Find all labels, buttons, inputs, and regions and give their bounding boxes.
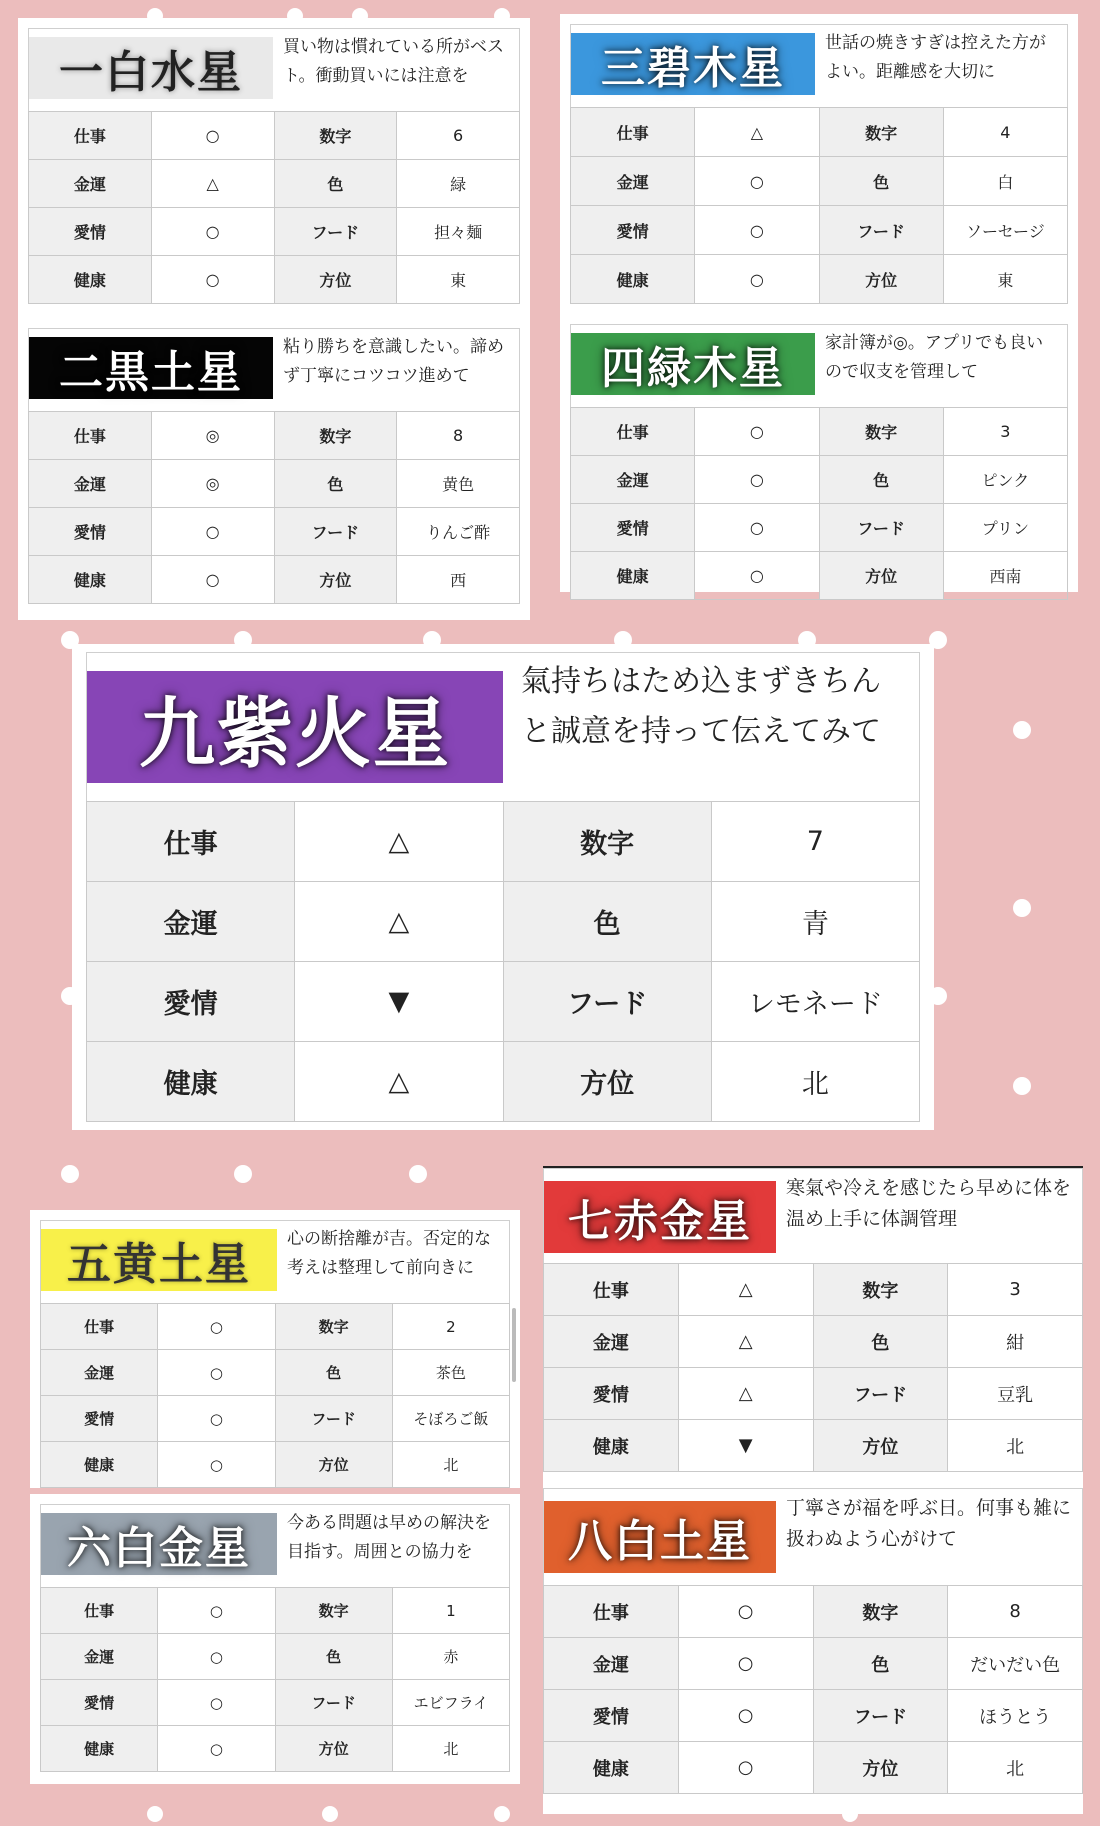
row-value: ピンク	[943, 456, 1067, 504]
row-value: ○	[695, 552, 819, 600]
card-header	[543, 1168, 1083, 1263]
row-label: 金運	[41, 1350, 158, 1396]
table-row	[544, 1420, 1083, 1472]
table-row	[41, 1350, 510, 1396]
table-row	[29, 208, 520, 256]
row-value: りんご酢	[397, 508, 520, 556]
row-value: 豆乳	[948, 1368, 1083, 1420]
row-label: 方位	[274, 556, 397, 604]
row-label: 健康	[87, 1042, 295, 1122]
row-value: 茶色	[392, 1350, 509, 1396]
row-value: ○	[695, 456, 819, 504]
row-label: 色	[503, 882, 711, 962]
table-row	[544, 1586, 1083, 1638]
row-label: フード	[275, 1680, 392, 1726]
row-label: 健康	[41, 1726, 158, 1772]
row-value: △	[678, 1368, 813, 1420]
row-value: 東	[397, 256, 520, 304]
row-label: 方位	[819, 552, 943, 600]
table-row	[571, 206, 1068, 255]
star-advice-text: 今ある問題は早めの解決を目指す。周囲との協力を	[287, 1513, 491, 1562]
star-card-shichiseki-kinsei	[543, 1166, 1083, 1488]
table-row	[41, 1442, 510, 1488]
table-row	[41, 1588, 510, 1634]
row-label: 金運	[87, 882, 295, 962]
row-label: フード	[819, 206, 943, 255]
row-label: 方位	[503, 1042, 711, 1122]
row-label: 数字	[274, 112, 397, 160]
row-value: プリン	[943, 504, 1067, 552]
card-header	[543, 1488, 1083, 1585]
row-label: 金運	[29, 160, 152, 208]
row-label: 仕事	[41, 1304, 158, 1350]
fortune-table	[40, 1303, 510, 1488]
star-card-sanpeki-mokusei	[560, 14, 1078, 314]
table-row	[29, 412, 520, 460]
row-value: 紺	[948, 1316, 1083, 1368]
row-value: ○	[158, 1726, 275, 1772]
row-value: 赤	[392, 1634, 509, 1680]
row-label: 数字	[274, 412, 397, 460]
row-label: 金運	[571, 157, 695, 206]
row-label: 方位	[813, 1742, 948, 1794]
row-value: ○	[151, 508, 274, 556]
star-advice-text: 世話の焼きすぎは控えた方がよい。距離感を大切に	[825, 33, 1046, 82]
star-advice-text: 家計簿が◎。アプリでも良いので収支を管理して	[825, 333, 1044, 382]
row-label: 仕事	[544, 1264, 679, 1316]
row-value: 担々麺	[397, 208, 520, 256]
row-value: 3	[948, 1264, 1083, 1316]
star-card-jikoku-dosei	[18, 318, 530, 620]
row-value: 1	[392, 1588, 509, 1634]
row-value: 西	[397, 556, 520, 604]
row-label: 健康	[544, 1420, 679, 1472]
row-label: 方位	[274, 256, 397, 304]
row-label: 数字	[819, 108, 943, 157]
row-value: 東	[943, 255, 1067, 304]
table-row	[41, 1680, 510, 1726]
row-label: 数字	[819, 408, 943, 456]
fortune-table	[543, 1585, 1083, 1794]
row-value: ○	[158, 1396, 275, 1442]
table-row	[41, 1634, 510, 1680]
table-row	[571, 456, 1068, 504]
row-value: 白	[943, 157, 1067, 206]
row-value: ▼	[295, 962, 503, 1042]
row-label: フード	[274, 508, 397, 556]
table-row	[544, 1316, 1083, 1368]
row-label: 健康	[571, 255, 695, 304]
row-label: 金運	[544, 1638, 679, 1690]
row-label: フード	[275, 1396, 392, 1442]
row-value: エビフライ	[392, 1680, 509, 1726]
star-name-banner: 二黒土星	[29, 337, 273, 399]
star-advice-text: 心の断捨離が吉。否定的な考えは整理して前向きに	[287, 1229, 491, 1278]
row-value: 北	[948, 1742, 1083, 1794]
row-label: 仕事	[87, 802, 295, 882]
row-label: 色	[819, 456, 943, 504]
row-value: ○	[695, 504, 819, 552]
row-value: 8	[397, 412, 520, 460]
row-value: レモネード	[711, 962, 919, 1042]
star-name-banner: 三碧木星	[571, 33, 815, 95]
row-label: 愛情	[29, 208, 152, 256]
row-label: 健康	[571, 552, 695, 600]
table-row	[87, 1042, 920, 1122]
row-value: ○	[158, 1442, 275, 1488]
table-row	[29, 460, 520, 508]
row-value: 北	[392, 1442, 509, 1488]
row-label: 愛情	[544, 1368, 679, 1420]
row-value: ○	[678, 1586, 813, 1638]
star-card-goou-dosei	[30, 1210, 520, 1488]
row-value: ◎	[151, 460, 274, 508]
table-row	[29, 556, 520, 604]
fortune-table	[86, 801, 920, 1122]
star-advice-text: 氣持ちはため込まずきちんと誠意を持って伝えてみて	[521, 664, 881, 749]
star-advice-text: 買い物は慣れている所がベスト。衝動買いには注意を	[283, 37, 504, 86]
table-row	[544, 1742, 1083, 1794]
row-label: 愛情	[87, 962, 295, 1042]
row-value: そぼろご飯	[392, 1396, 509, 1442]
star-advice-text: 粘り勝ちを意識したい。諦めず丁寧にコツコツ進めて	[283, 337, 504, 386]
row-value: ○	[695, 255, 819, 304]
star-name-banner: 九紫火星	[87, 671, 503, 783]
row-value: 緑	[397, 160, 520, 208]
row-label: 健康	[41, 1442, 158, 1488]
table-row	[41, 1304, 510, 1350]
row-label: 色	[275, 1350, 392, 1396]
row-label: 金運	[571, 456, 695, 504]
row-value: 2	[392, 1304, 509, 1350]
table-row	[29, 508, 520, 556]
table-row	[571, 108, 1068, 157]
fortune-table	[543, 1263, 1083, 1472]
table-row	[544, 1690, 1083, 1742]
row-value: △	[151, 160, 274, 208]
row-label: 健康	[544, 1742, 679, 1794]
row-value: ○	[151, 556, 274, 604]
table-row	[87, 802, 920, 882]
fortune-table	[570, 107, 1068, 304]
row-value: △	[295, 882, 503, 962]
star-advice-text: 丁寧さが福を呼ぶ日。何事も雑に扱わぬよう心がけて	[786, 1497, 1072, 1550]
row-label: フード	[503, 962, 711, 1042]
row-label: 金運	[41, 1634, 158, 1680]
row-value: ソーセージ	[943, 206, 1067, 255]
row-value: 西南	[943, 552, 1067, 600]
row-value: ○	[158, 1680, 275, 1726]
star-card-happaku-dosei	[543, 1488, 1083, 1814]
star-name-banner: 一白水星	[29, 37, 273, 99]
row-label: 仕事	[571, 408, 695, 456]
table-row	[571, 504, 1068, 552]
row-label: 色	[819, 157, 943, 206]
row-value: △	[678, 1264, 813, 1316]
row-value: ○	[151, 208, 274, 256]
row-label: フード	[819, 504, 943, 552]
row-value: 北	[948, 1420, 1083, 1472]
row-label: 色	[275, 1634, 392, 1680]
table-row	[571, 255, 1068, 304]
table-row	[29, 112, 520, 160]
table-row	[29, 160, 520, 208]
row-value: ○	[678, 1638, 813, 1690]
table-row	[41, 1396, 510, 1442]
row-label: 健康	[29, 556, 152, 604]
table-row	[544, 1264, 1083, 1316]
table-row	[29, 256, 520, 304]
row-value: 4	[943, 108, 1067, 157]
star-card-kyushi-kasei	[72, 644, 934, 1130]
row-value: ○	[151, 256, 274, 304]
row-label: 数字	[503, 802, 711, 882]
table-row	[571, 157, 1068, 206]
row-label: 愛情	[41, 1680, 158, 1726]
row-value: だいだい色	[948, 1638, 1083, 1690]
row-value: ▼	[678, 1420, 813, 1472]
row-value: ○	[695, 206, 819, 255]
table-row	[41, 1726, 510, 1772]
row-label: 数字	[813, 1586, 948, 1638]
row-value: ほうとう	[948, 1690, 1083, 1742]
row-label: 数字	[275, 1304, 392, 1350]
table-row	[544, 1638, 1083, 1690]
fortune-table	[28, 411, 520, 604]
row-label: 色	[274, 160, 397, 208]
row-label: フード	[813, 1690, 948, 1742]
row-value: ◎	[151, 412, 274, 460]
fortune-table	[28, 111, 520, 304]
card-header	[40, 1504, 510, 1587]
table-row	[87, 882, 920, 962]
star-name-banner: 五黄土星	[41, 1229, 277, 1291]
star-name-banner: 八白土星	[544, 1501, 776, 1573]
row-value: △	[295, 802, 503, 882]
row-label: 愛情	[29, 508, 152, 556]
row-value: 青	[711, 882, 919, 962]
table-row	[571, 552, 1068, 600]
scrollbar[interactable]	[512, 1308, 516, 1382]
row-value: ○	[158, 1304, 275, 1350]
row-value: △	[695, 108, 819, 157]
row-label: 数字	[813, 1264, 948, 1316]
card-header	[40, 1220, 510, 1303]
row-label: 金運	[29, 460, 152, 508]
row-label: 愛情	[41, 1396, 158, 1442]
table-row	[571, 408, 1068, 456]
row-label: 方位	[813, 1420, 948, 1472]
row-value: △	[295, 1042, 503, 1122]
row-value: 7	[711, 802, 919, 882]
row-value: 黄色	[397, 460, 520, 508]
row-label: 仕事	[29, 112, 152, 160]
star-name-banner: 七赤金星	[544, 1181, 776, 1253]
row-value: ○	[158, 1588, 275, 1634]
row-value: ○	[678, 1742, 813, 1794]
row-value: ○	[695, 157, 819, 206]
row-label: フード	[813, 1368, 948, 1420]
star-name-banner: 六白金星	[41, 1513, 277, 1575]
row-value: 6	[397, 112, 520, 160]
row-label: 愛情	[544, 1690, 679, 1742]
row-label: フード	[274, 208, 397, 256]
row-value: 北	[392, 1726, 509, 1772]
row-value: ○	[695, 408, 819, 456]
row-value: △	[678, 1316, 813, 1368]
row-label: 仕事	[571, 108, 695, 157]
table-row	[544, 1368, 1083, 1420]
card-header	[570, 24, 1068, 107]
row-label: 方位	[819, 255, 943, 304]
row-label: 愛情	[571, 504, 695, 552]
card-header	[570, 324, 1068, 407]
row-label: 方位	[275, 1726, 392, 1772]
star-card-roppaku-kinsei	[30, 1494, 520, 1784]
star-card-shiroku-mokusei	[560, 314, 1078, 592]
fortune-table	[40, 1587, 510, 1772]
row-value: 3	[943, 408, 1067, 456]
star-advice-text: 寒氣や冷えを感じたら早めに体を温め上手に体調管理	[786, 1177, 1072, 1230]
star-name-banner: 四緑木星	[571, 333, 815, 395]
row-value: ○	[151, 112, 274, 160]
row-label: 仕事	[29, 412, 152, 460]
table-row	[87, 962, 920, 1042]
card-header	[28, 28, 520, 111]
row-value: ○	[158, 1634, 275, 1680]
card-header	[28, 328, 520, 411]
row-label: 仕事	[544, 1586, 679, 1638]
fortune-table	[570, 407, 1068, 600]
row-label: 色	[813, 1316, 948, 1368]
row-label: 健康	[29, 256, 152, 304]
row-label: 方位	[275, 1442, 392, 1488]
row-label: 仕事	[41, 1588, 158, 1634]
row-value: 8	[948, 1586, 1083, 1638]
row-label: 数字	[275, 1588, 392, 1634]
card-header	[86, 652, 920, 801]
row-label: 色	[813, 1638, 948, 1690]
row-value: ○	[678, 1690, 813, 1742]
row-label: 金運	[544, 1316, 679, 1368]
row-value: 北	[711, 1042, 919, 1122]
row-value: ○	[158, 1350, 275, 1396]
row-label: 愛情	[571, 206, 695, 255]
row-label: 色	[274, 460, 397, 508]
